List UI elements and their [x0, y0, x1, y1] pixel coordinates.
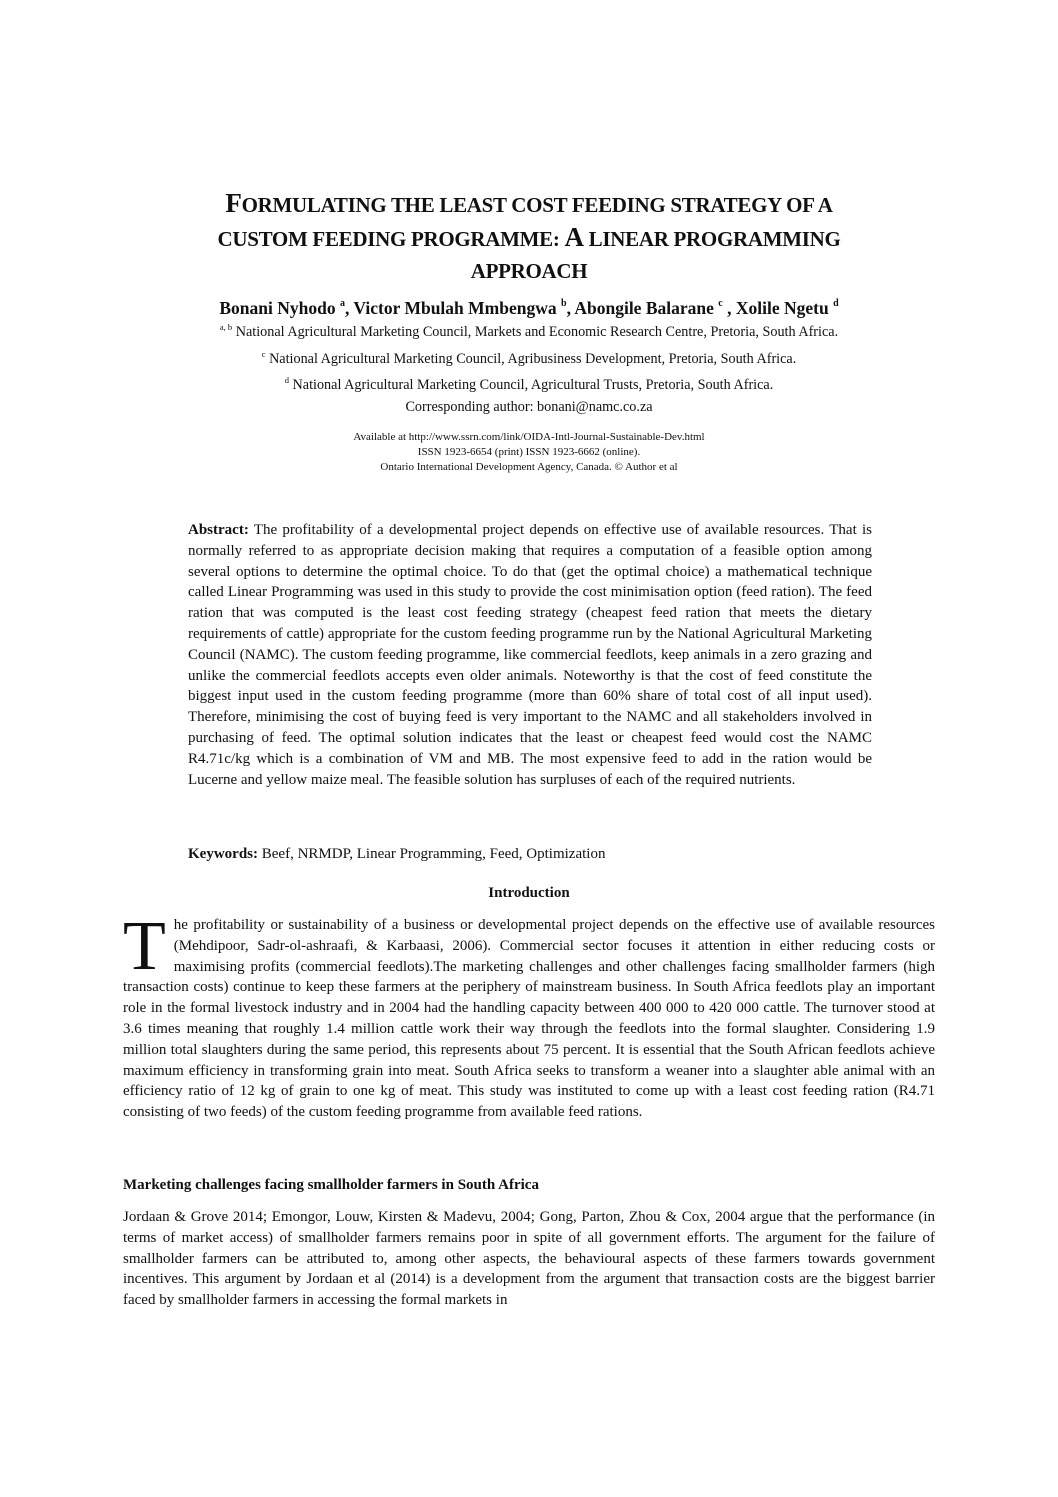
- drop-cap: T: [123, 908, 166, 985]
- title-line-2: CUSTOM FEEDING PROGRAMME: A LINEAR PROGRAMMING: [217, 222, 841, 252]
- introduction-heading: Introduction: [488, 885, 570, 901]
- introduction-text: he profitability or sustainability of a business or developmental project depends on the effective use of available resources (Mehdipoor, Sadr-ol-ashraafi, & Karbaasi, 2006). Commercial sector focuses it attention in either reducing costs or maximising profits (commercial feedlots).The marketing challenges and other challenges facing smallholder farmers (high transaction costs) continue to keep these farmers at the periphery of mainstream business. In South Africa feedlots play an important role in the formal livestock industry and in 2004 had the handling capacity between 400 000 to 420 000 cattle. The turnover stood at 3.6 times meaning that roughly 1.4 million cattle work their way through the feedlots into the formal slaughter. Considering 1.9 million total slaughters during the same period, this represents about 75 percent. It is essential that the South African feedlots achieve maximum efficiency in transforming grain into meat. South Africa seeks to transform a weaner into a slaughter able animal with an efficiency ratio of 12 kg of grain to one kg of meat. This study was instituted to come up with a least cost feeding ration (R4.71 consisting of two feeds) of the custom feeding programme from available feed rations.: [123, 917, 935, 1121]
- availability-link[interactable]: Available at http://www.ssrn.com/link/OIDA-Intl-Journal-Sustainable-Dev.html: [353, 431, 705, 443]
- author: Bonani Nyhodo $^a$: [219, 298, 345, 318]
- corresponding-author: Corresponding author: bonani@namc.co.za: [405, 398, 653, 415]
- affiliation: $^c$ National Agricultural Marketing Council, Agribusiness Development, Pretoria, South Africa.: [261, 348, 797, 367]
- affiliation: $^{a, b}$ National Agricultural Marketing Council, Markets and Economic Research Centre, Pretoria, South Africa.: [219, 322, 839, 340]
- publication-info: [200, 430, 858, 475]
- section-heading: Marketing challenges facing smallholder farmers in South Africa: [123, 1177, 539, 1193]
- title-line-3: APPROACH: [470, 259, 588, 283]
- keywords-label: Keywords:: [188, 846, 258, 862]
- issn-line: ISSN 1923-6654 (print) ISSN 1923-6662 (online).: [417, 446, 641, 458]
- author-list: Bonani Nyhodo $^a$, Victor Mbulah Mmbengwa $^b$, Abongile Balarane $^c$ , Xolile Ngetu $^d$: [219, 298, 839, 318]
- affiliations: [120, 317, 938, 418]
- abstract: [188, 520, 872, 790]
- abstract-label: Abstract:: [188, 522, 249, 538]
- author: Victor Mbulah Mmbengwa $^b$: [353, 298, 567, 318]
- section-paragraph: Jordaan & Grove 2014; Emongor, Louw, Kirsten & Madevu, 2004; Gong, Parton, Zhou & Cox, 2004 argue that the performance (in terms of market access) of smallholder farmers remains poor in spite of all government efforts. The argument for the failure of smallholder farmers can be attributed to, among other aspects, the behavioural aspects of these farmers towards government incentives. This argument by Jordaan et al (2014) is a development from the argument that transaction costs are the biggest barrier faced by smallholder farmers in accessing the formal markets in: [123, 1209, 935, 1309]
- author: Abongile Balarane $^c$: [574, 298, 723, 318]
- affiliation: $^d$ National Agricultural Marketing Council, Agricultural Trusts, Pretoria, South Africa.: [284, 375, 774, 393]
- keywords-text: Beef, NRMDP, Linear Programming, Feed, Optimization: [258, 846, 606, 862]
- keywords: [188, 845, 872, 863]
- introduction-paragraph: [123, 908, 935, 1123]
- title-line-1: FORMULATING THE LEAST COST FEEDING STRATEGY OF A: [225, 188, 833, 218]
- publisher-line: Ontario International Development Agency, Canada. © Author et al: [380, 461, 678, 473]
- author: Xolile Ngetu $^d$: [735, 298, 839, 318]
- paper-title: [120, 187, 938, 287]
- abstract-text: The profitability of a developmental project depends on effective use of available resources. That is normally referred to as appropriate decision making that requires a computation of a feasible option among several options to determine the optimal choice. To do that (get the optimal choice) a mathematical technique called Linear Programming was used in this study to provide the cost minimisation option (feed ration). The feed ration that was computed is the least cost feeding strategy (cheapest feed ration that meets the dietary requirements of cattle) appropriate for the custom feeding programme run by the National Agricultural Marketing Council (NAMC). The custom feeding programme, like commercial feedlots, keep animals in a zero grazing and unlike the commercial feedlots accepts even older animals. Noteworthy is that the cost of feed constitute the biggest input used in the custom feeding programme (more than 60% share of total cost of all input used). Therefore, minimising the cost of buying feed is very important to the NAMC and all stakeholders involved in purchasing of feed. The optimal solution indicates that the least or cheapest feed would cost the NAMC R4.71c/kg which is a combination of VM and MB. The most expensive feed to add in the ration would be Lucerne and yellow maize meal. The feasible solution has surpluses of each of the required nutrients.: [188, 522, 872, 788]
